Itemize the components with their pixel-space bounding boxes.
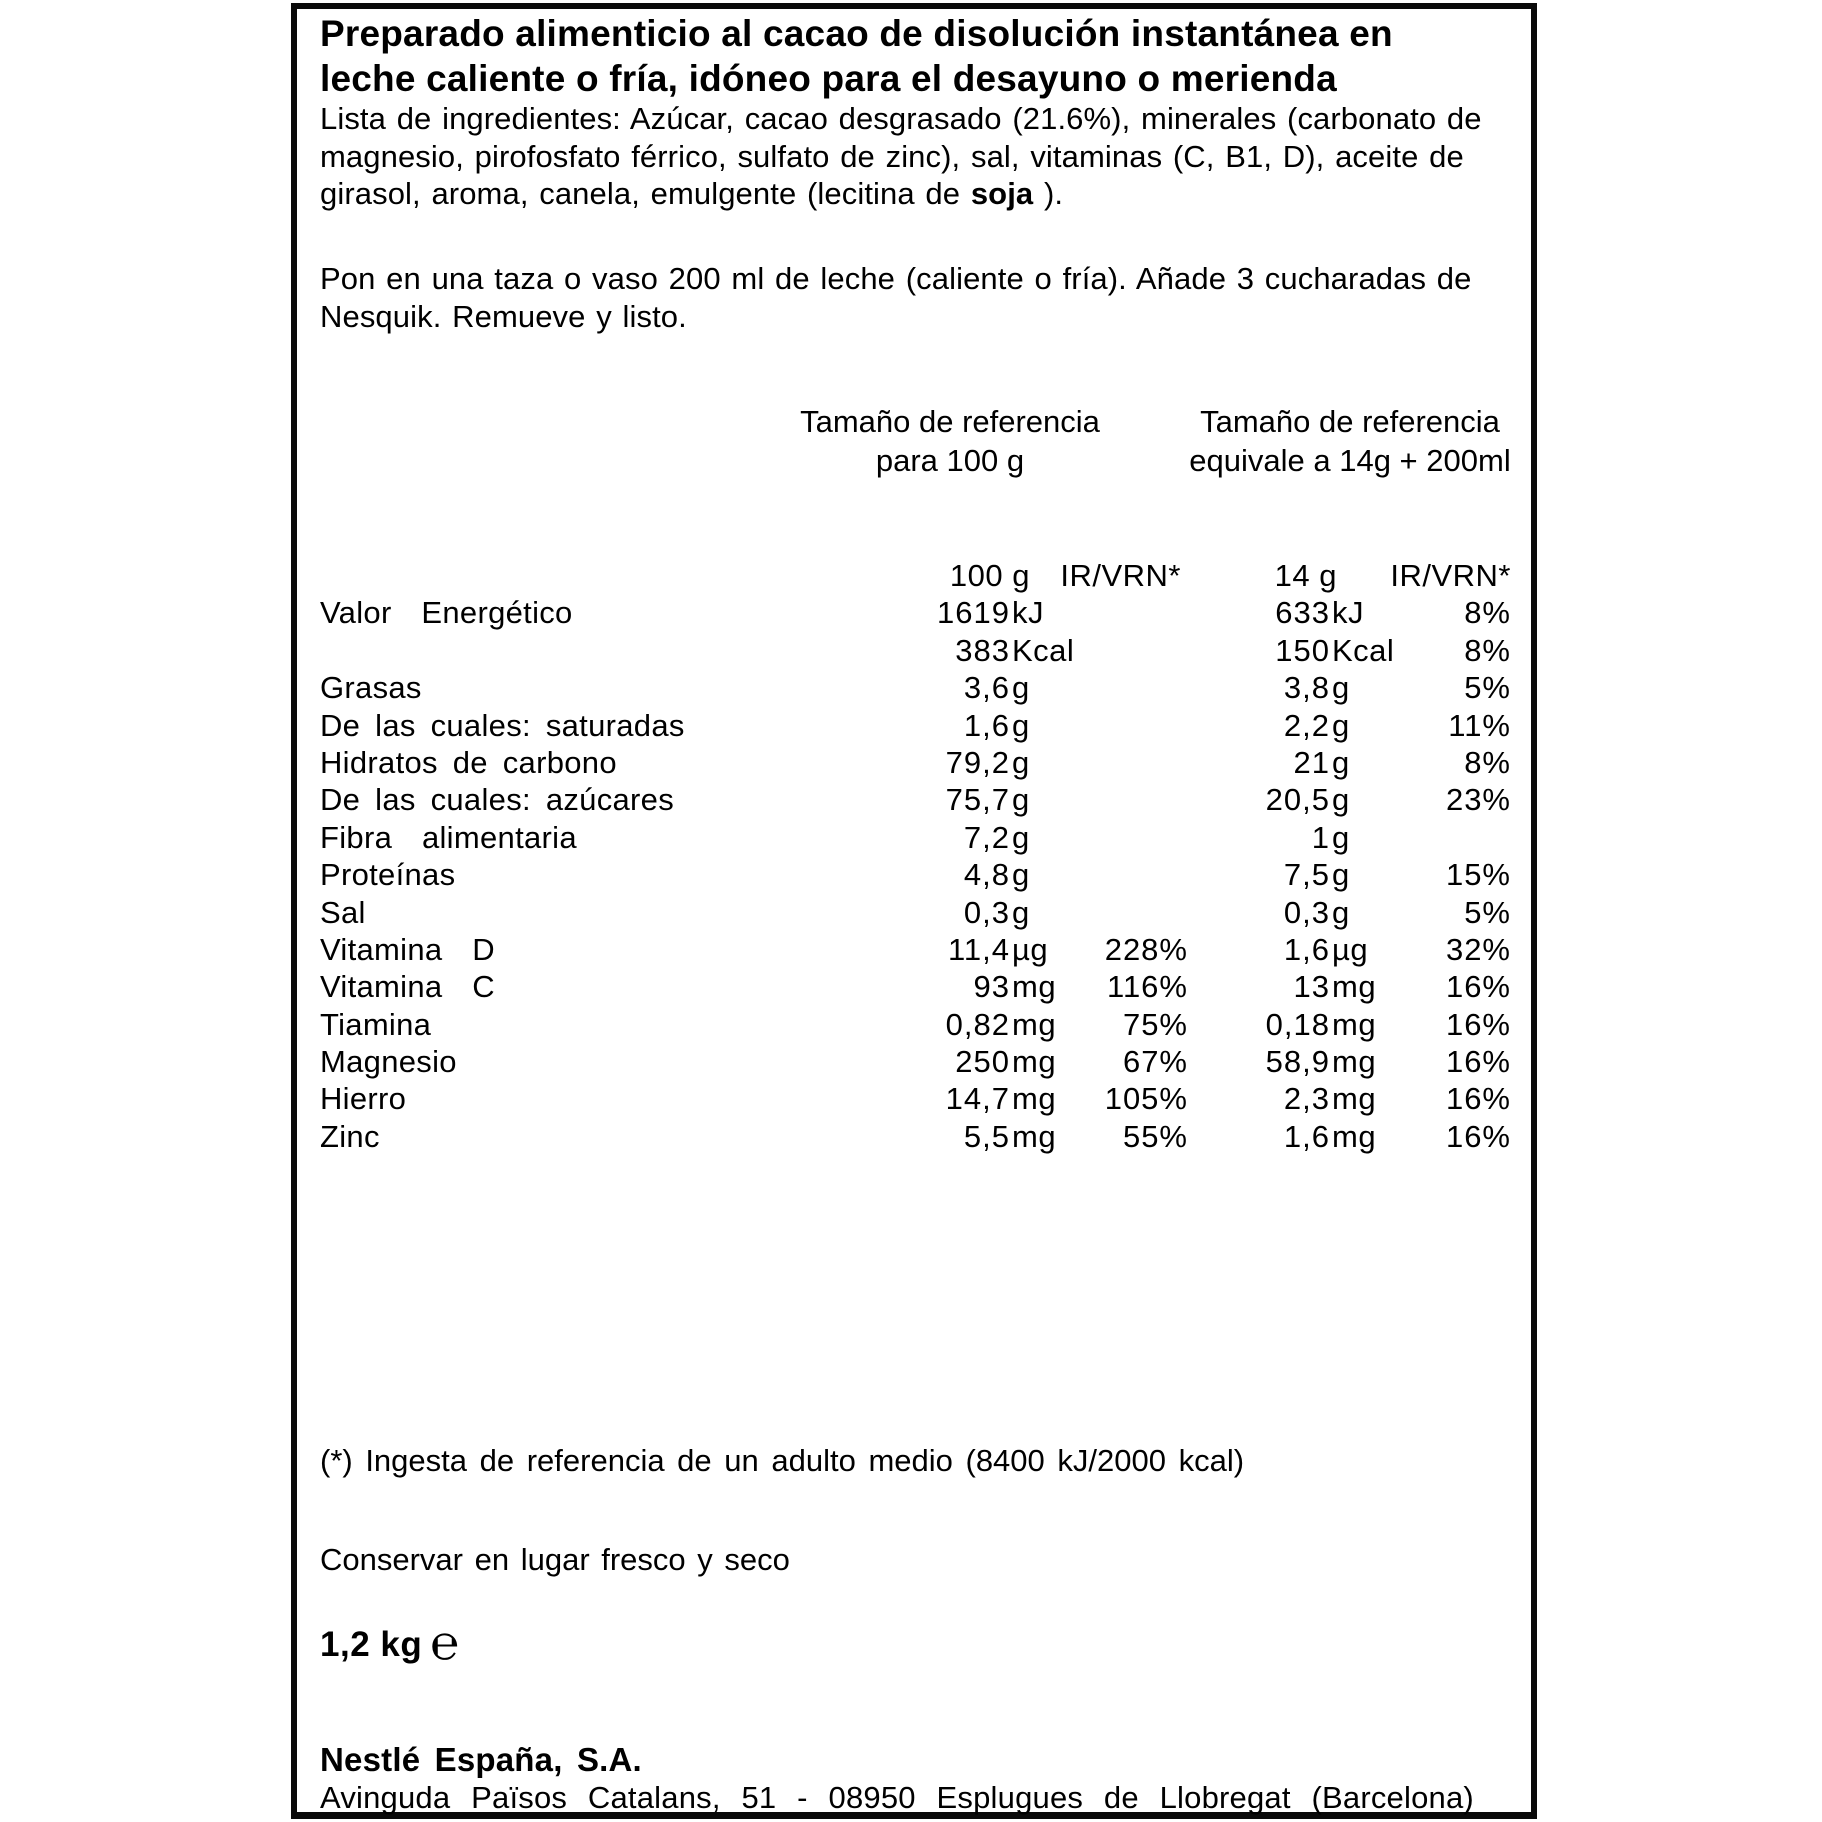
nutrient-label: Magnesio [320, 1044, 457, 1080]
amount-14g-unit: mg [1332, 1081, 1377, 1117]
reference-header-line: Tamaño de referencia [1200, 404, 1500, 439]
amount-14g-value: 2,2 [1283, 707, 1330, 743]
amount-14g-unit: Kcal [1332, 632, 1395, 668]
amount-14g-value: 1,6 [1283, 1118, 1330, 1154]
amount-14g-value: 633 [1275, 595, 1330, 631]
irvrn-100g-value: 55% [1122, 1118, 1188, 1154]
ingredients-line: magnesio, pirofosfato férrico, sulfato de zinc), sal, vitaminas (C, B1, D), aceite de [320, 138, 1464, 174]
irvrn-14g-value: 16% [1445, 1118, 1511, 1154]
amount-14g-unit: g [1332, 707, 1350, 743]
amount-100g-value: 75,7 [945, 782, 1010, 818]
amount-100g-value: 250 [955, 1044, 1010, 1080]
amount-14g-unit: mg [1332, 969, 1377, 1005]
irvrn-14g-value: 23% [1445, 782, 1511, 818]
amount-100g-value: 0,82 [945, 1006, 1010, 1042]
irvrn-14g-value: 16% [1445, 969, 1511, 1005]
nutrient-label: Vitamina C [320, 969, 495, 1005]
table-row [320, 968, 1516, 1005]
column-header-14g: 14 g [1274, 558, 1337, 593]
table-row [320, 1118, 1516, 1155]
amount-100g-unit: mg [1012, 1081, 1057, 1117]
table-row [320, 707, 1516, 744]
preparation-line: Pon en una taza o vaso 200 ml de leche (caliente o fría). Añade 3 cucharadas de [320, 261, 1472, 296]
amount-14g-unit: mg [1332, 1118, 1377, 1154]
nutrient-label: De las cuales: saturadas [320, 707, 685, 743]
amount-14g-unit: mg [1332, 1006, 1377, 1042]
amount-100g-unit: g [1012, 707, 1030, 743]
amount-100g-value: 1,6 [963, 707, 1010, 743]
amount-100g-value: 93 [973, 969, 1010, 1005]
storage-instructions: Conservar en lugar fresco y seco [320, 1542, 790, 1577]
reference-header-line: para 100 g [875, 443, 1025, 478]
column-header-100g: 100 g [949, 558, 1030, 593]
reference-intake-footnote: (*) Ingesta de referencia de un adulto medio (8400 kJ/2000 kcal) [320, 1443, 1245, 1478]
ingredients-line: Lista de ingredientes: Azúcar, cacao desgrasado (21.6%), minerales (carbonato de [320, 101, 1482, 136]
amount-100g-unit: kJ [1012, 595, 1044, 631]
nutrient-label: Sal [320, 894, 366, 930]
reference-header-100g [780, 402, 1120, 480]
table-header-row [320, 557, 1516, 594]
amount-100g-value: 5,5 [963, 1118, 1010, 1154]
irvrn-14g-value: 15% [1445, 857, 1511, 893]
amount-14g-value: 150 [1275, 632, 1330, 668]
amount-14g-unit: g [1332, 744, 1350, 780]
net-weight [320, 1617, 460, 1670]
nutrient-label: Zinc [320, 1118, 380, 1154]
irvrn-100g-value: 105% [1104, 1081, 1188, 1117]
product-title-line: leche caliente o fría, idóneo para el desayuno o merienda [320, 58, 1337, 99]
table-row [320, 1080, 1516, 1117]
amount-14g-value: 0,3 [1283, 894, 1330, 930]
irvrn-14g-value: 16% [1445, 1044, 1511, 1080]
nutrient-label: Fibra alimentaria [320, 819, 577, 855]
amount-100g-unit: mg [1012, 1118, 1057, 1154]
amount-14g-unit: mg [1332, 1044, 1377, 1080]
amount-100g-value: 1619 [937, 595, 1010, 631]
ingredients-paragraph [320, 100, 1525, 213]
table-row [320, 931, 1516, 968]
amount-14g-unit: g [1332, 857, 1350, 893]
table-row [320, 819, 1516, 856]
amount-14g-unit: g [1332, 782, 1350, 818]
ingredients-line3-prefix: girasol, aroma, canela, emulgente (lecitina de [320, 176, 971, 211]
amount-100g-value: 11,4 [947, 931, 1010, 967]
irvrn-14g-value: 8% [1464, 632, 1511, 668]
irvrn-14g-value: 8% [1464, 744, 1511, 780]
nutrition-table-body [320, 594, 1516, 1155]
amount-14g-value: 21 [1293, 744, 1330, 780]
amount-14g-unit: g [1332, 670, 1350, 706]
amount-14g-value: 1,6 [1283, 931, 1330, 967]
amount-100g-unit: g [1012, 857, 1030, 893]
nutrient-label: Tiamina [320, 1006, 432, 1042]
nutrient-label: Vitamina D [320, 931, 495, 967]
allergen-soja: soja [970, 176, 1034, 211]
amount-100g-unit: mg [1012, 1006, 1057, 1042]
irvrn-14g-value: 5% [1464, 670, 1511, 706]
nutrition-table [320, 557, 1516, 1155]
nutrient-label: Proteínas [320, 857, 456, 893]
ingredients-line [320, 175, 1525, 213]
label-border-box [291, 3, 1537, 1819]
irvrn-14g-value: 16% [1445, 1006, 1511, 1042]
column-header-irvrn-14g: IR/VRN* [1390, 558, 1511, 593]
table-row [320, 856, 1516, 893]
amount-14g-unit: µg [1332, 931, 1369, 967]
table-row [320, 1006, 1516, 1043]
amount-100g-unit: µg [1012, 931, 1049, 967]
amount-100g-unit: g [1012, 744, 1030, 780]
amount-100g-value: 3,6 [963, 670, 1010, 706]
amount-14g-unit: g [1332, 894, 1350, 930]
amount-100g-value: 7,2 [963, 819, 1010, 855]
amount-14g-value: 20,5 [1265, 782, 1330, 818]
irvrn-100g-value: 228% [1104, 931, 1188, 967]
amount-14g-value: 0,18 [1265, 1006, 1330, 1042]
nutrient-label: Valor Energético [320, 595, 573, 631]
estimated-sign: ℮ [430, 1617, 460, 1670]
table-row [320, 781, 1516, 818]
amount-14g-value: 1 [1311, 819, 1330, 855]
amount-14g-unit: kJ [1332, 595, 1364, 631]
table-row [320, 632, 1516, 669]
amount-14g-value: 3,8 [1283, 670, 1330, 706]
table-row [320, 594, 1516, 631]
manufacturer-name: Nestlé España, S.A. [320, 1741, 642, 1778]
amount-100g-unit: Kcal [1012, 632, 1075, 668]
amount-14g-value: 58,9 [1265, 1044, 1330, 1080]
reference-header-line: equivale a 14g + 200ml [1189, 443, 1511, 478]
nutrient-label: Hidratos de carbono [320, 744, 617, 780]
irvrn-14g-value: 11% [1448, 707, 1511, 743]
nutrient-label: Grasas [320, 670, 422, 706]
irvrn-14g-value: 8% [1464, 595, 1511, 631]
irvrn-14g-value: 32% [1445, 931, 1511, 967]
reference-header-line: Tamaño de referencia [800, 404, 1100, 439]
amount-100g-unit: g [1012, 670, 1030, 706]
net-weight-value: 1,2 kg [320, 1625, 423, 1664]
amount-100g-unit: mg [1012, 969, 1057, 1005]
amount-14g-value: 2,3 [1283, 1081, 1330, 1117]
reference-header-serving [1180, 402, 1520, 480]
amount-100g-value: 79,2 [945, 744, 1010, 780]
ingredients-line3-suffix: ). [1033, 176, 1064, 211]
preparation-paragraph [320, 260, 1525, 335]
amount-100g-unit: g [1012, 819, 1030, 855]
table-row [320, 669, 1516, 706]
amount-14g-unit: g [1332, 819, 1350, 855]
table-row [320, 1043, 1516, 1080]
amount-100g-unit: mg [1012, 1044, 1057, 1080]
amount-100g-value: 0,3 [963, 894, 1010, 930]
amount-14g-value: 7,5 [1283, 857, 1330, 893]
irvrn-100g-value: 67% [1122, 1044, 1188, 1080]
table-row [320, 744, 1516, 781]
product-title [320, 11, 1525, 101]
column-header-irvrn-100g: IR/VRN* [1060, 558, 1181, 593]
amount-100g-unit: g [1012, 894, 1030, 930]
preparation-line: Nesquik. Remueve y listo. [320, 298, 687, 334]
amount-100g-unit: g [1012, 782, 1030, 818]
amount-100g-value: 14,7 [945, 1081, 1010, 1117]
nutrient-label: Hierro [320, 1081, 407, 1117]
amount-100g-value: 383 [955, 632, 1010, 668]
manufacturer-address: Avinguda Països Catalans, 51 - 08950 Esplugues de Llobregat (Barcelona) [320, 1780, 1474, 1815]
table-row [320, 894, 1516, 931]
irvrn-100g-value: 75% [1122, 1006, 1188, 1042]
irvrn-14g-value: 5% [1464, 894, 1511, 930]
amount-100g-value: 4,8 [963, 857, 1010, 893]
irvrn-14g-value: 16% [1445, 1081, 1511, 1117]
irvrn-100g-value: 116% [1107, 969, 1188, 1005]
product-title-line: Preparado alimenticio al cacao de disolución instantánea en [320, 13, 1393, 54]
nutrient-label: De las cuales: azúcares [320, 782, 675, 818]
amount-14g-value: 13 [1293, 969, 1330, 1005]
